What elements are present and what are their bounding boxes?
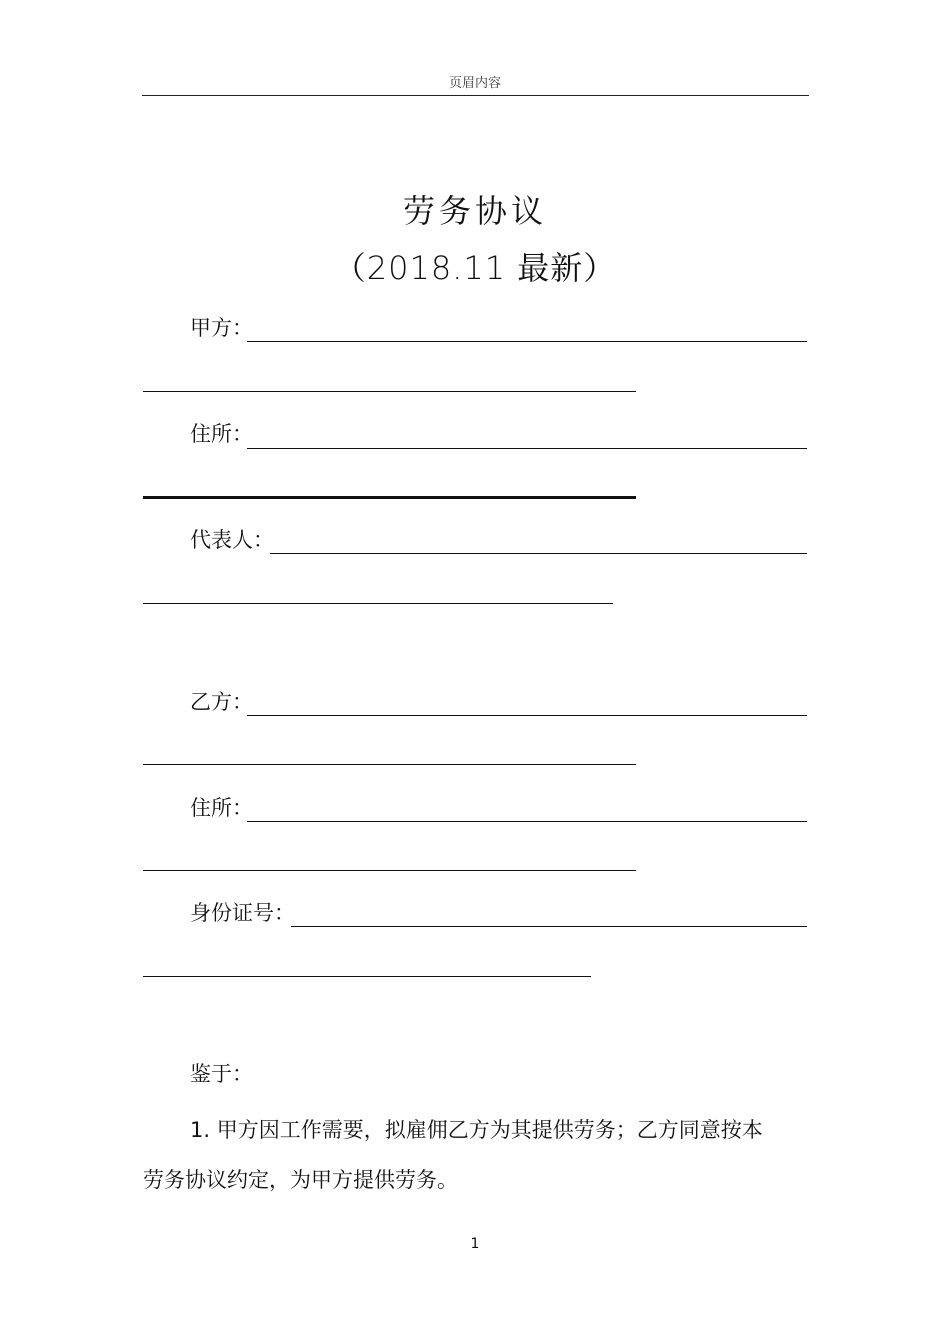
party-b-address-field[interactable] — [247, 821, 807, 822]
whereas-heading: 鉴于： — [190, 1062, 253, 1086]
party-b-name-label: 乙方： — [190, 690, 253, 714]
party-a-address-field[interactable] — [247, 448, 807, 449]
document-title: 劳务协议 — [402, 192, 547, 230]
party-a-name-label: 甲方： — [190, 316, 253, 340]
party-a-name-field[interactable] — [247, 341, 807, 342]
party-a-address-label: 住所： — [190, 422, 253, 446]
party-a-representative-field[interactable] — [270, 553, 807, 554]
party-a-address-field-continuation[interactable] — [143, 496, 636, 499]
party-a-name-field-continuation[interactable] — [143, 391, 636, 392]
party-b-address-field-continuation[interactable] — [143, 870, 636, 871]
party-b-id-label: 身份证号： — [190, 901, 295, 925]
party-b-address-label: 住所： — [190, 796, 253, 820]
page-number: 1 — [470, 1236, 480, 1252]
clause-1-line-1: 1. 甲方因工作需要，拟雇佣乙方为其提供劳务；乙方同意按本 — [190, 1118, 763, 1142]
party-b-id-field-continuation[interactable] — [143, 976, 591, 977]
clause-1-line-2: 劳务协议约定，为甲方提供劳务。 — [143, 1168, 458, 1192]
document-subtitle: （2018.11 最新） — [333, 249, 617, 287]
party-a-representative-field-continuation[interactable] — [143, 603, 613, 604]
header-divider — [142, 95, 809, 96]
party-b-name-field[interactable] — [247, 715, 807, 716]
party-b-name-field-continuation[interactable] — [143, 764, 636, 765]
party-a-representative-label: 代表人： — [190, 528, 274, 552]
header-text: 页眉内容 — [448, 76, 501, 91]
party-b-id-field[interactable] — [291, 926, 807, 927]
